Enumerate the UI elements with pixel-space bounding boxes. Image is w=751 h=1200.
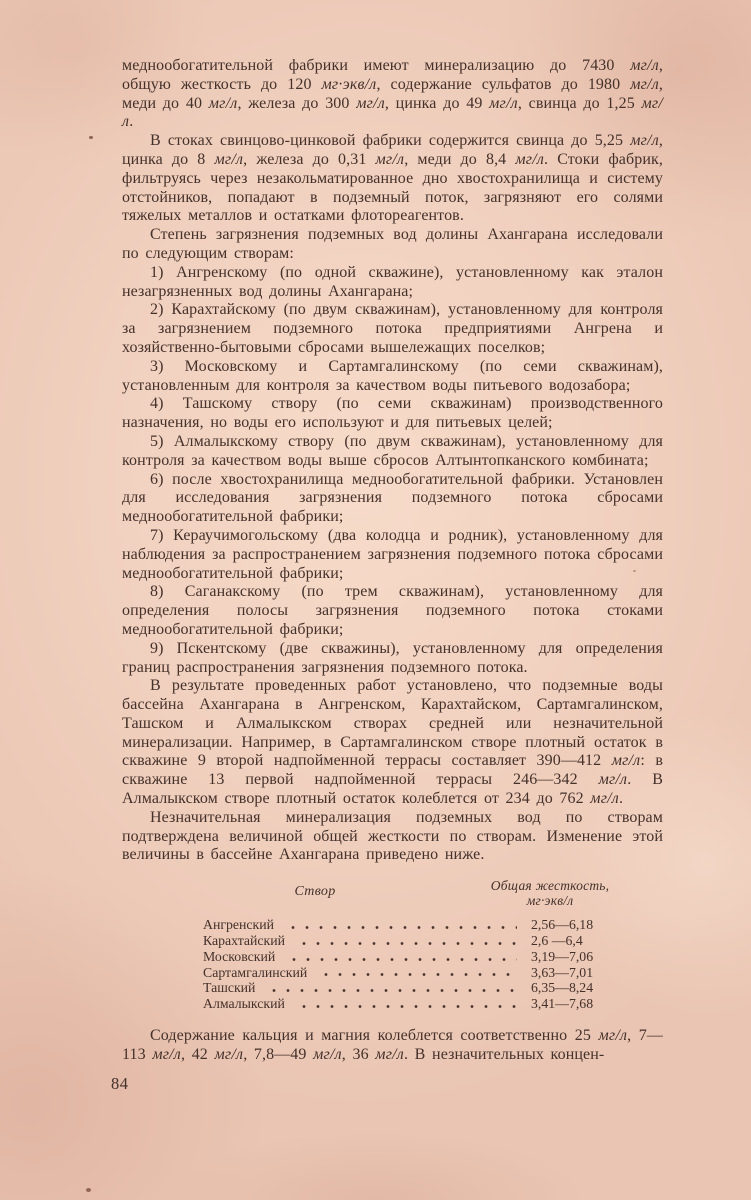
table-header xyxy=(165,878,635,908)
paragraph: 1) Ангренскому (по одной скважине), установленному как эталон незагрязненных вод долины Ахангарана; xyxy=(122,263,663,300)
table-row-hardness-value: 2,6 —6,4 xyxy=(531,933,583,949)
table-header-hardness-line2: мг·экв/л xyxy=(526,893,574,909)
dot-leader xyxy=(284,925,517,930)
table-rows xyxy=(165,917,635,1012)
paragraph: 9) Пскентскому (две скважины), установленному для определения границ распространения загрязнения подземного потока. xyxy=(122,639,663,676)
table-row-hardness-value: 6,35—8,24 xyxy=(531,980,594,996)
table-row xyxy=(165,933,635,949)
table-row-stvor-name: Алмалыкский xyxy=(203,996,285,1012)
table-row-hardness-value: 2,56—6,18 xyxy=(531,917,594,933)
paragraph: 2) Карахтайскому (по двум скважинам), установленному для контроля за загрязнением подземного потока предприятиями Ангрена и хозяйственно-бытовыми сбросами вышележащих поселков; xyxy=(122,301,663,356)
dot-leader xyxy=(265,988,517,993)
table-row xyxy=(165,980,635,996)
table-row-stvor-name: Карахтайский xyxy=(203,933,286,949)
table-row-stvor-name: Ташский xyxy=(203,980,256,996)
paper-speck xyxy=(86,1188,91,1192)
table-header-hardness-line1: Общая жесткость, xyxy=(490,878,610,894)
paragraphs-after-table xyxy=(122,1027,663,1065)
table-row-hardness-value: 3,19—7,06 xyxy=(531,948,594,964)
text-block xyxy=(122,57,663,1065)
paragraph: 3) Московскому и Сартамгалинскому (по семи скважинам), установленным для контроля за качеством воды питьевого водозабора; xyxy=(122,357,663,394)
hardness-table xyxy=(165,878,635,1012)
dot-leader xyxy=(295,941,517,946)
table-header-stvor: Створ xyxy=(294,884,336,900)
table-header-hardness xyxy=(465,878,635,908)
dot-leader xyxy=(285,957,517,962)
dot-leader xyxy=(317,972,517,977)
paragraph: 4) Ташскому створу (по семи скважинам) производственного назначения, но воды его используют и для питьевых целей; xyxy=(122,395,663,432)
table-row-hardness-value: 3,63—7,01 xyxy=(531,964,594,980)
paragraph: В стоках свинцово-цинковой фабрики содержится свинца до 5,25 мг/л, цинка до 8 мг/л, железа до 0,31 мг/л, меди до 8,4 мг/л. Стоки фабрик, фильтруясь через незакольматированное дно хвостохранилища и систему отстойников, попадают в подземный поток, загрязняют его солями тяжелых металлов и остатками флотореагентов. xyxy=(122,132,663,225)
table-row xyxy=(165,917,635,933)
table-row xyxy=(165,965,635,981)
paper-speck xyxy=(89,136,93,139)
paragraph: 6) после хвостохранилища меднообогатительной фабрики. Установлен для исследования загрязнения подземного потока сбросами меднообогатительной фабрики; xyxy=(122,470,663,526)
paragraph: В результате проведенных работ установлено, что подземные воды бассейна Ахангарана в Ангренском, Карахтайском, Сартамгалинском, Ташском и Алмалыкском створах средней или незначительной минерализации. Например, в Сартамгалинском створе плотный остаток в скважине 9 второй надпойменной террасы составляет 390—412 мг/л: в скважине 13 первой надпойменной террасы 246—342 мг/л. В Алмалыкском створе плотный остаток колеблется от 234 до 762 мг/л. xyxy=(122,677,663,808)
table-row xyxy=(165,996,635,1012)
table-row-stvor-name: Ангренский xyxy=(203,917,275,933)
table-row-hardness-value: 3,41—7,68 xyxy=(531,996,594,1012)
page-number: 84 xyxy=(111,1074,129,1093)
paragraph: Содержание кальция и магния колеблется соответственно 25 мг/л, 7—113 мг/л, 42 мг/л, 7,8—49 мг/л, 36 мг/л. В незначительных концен- xyxy=(122,1027,663,1063)
paragraph: Степень загрязнения подземных вод долины Ахангарана исследовали по следующим створам: xyxy=(122,226,663,262)
paragraph: Незначительная минерализация подземных вод по створам подтверждена величиной общей жесткости по створам. Изменение этой величины в бассейне Ахангарана приведено ниже. xyxy=(122,808,663,864)
table-row-stvor-name: Московский xyxy=(203,948,276,964)
table-row xyxy=(165,949,635,965)
paragraph: 8) Саганакскому (по трем скважинам), установленному для определения полосы загрязнения подземного потока стоками меднообогатительной фабрики; xyxy=(122,583,663,638)
dot-leader xyxy=(295,1004,517,1009)
paragraph: 5) Алмалыкскому створу (по двум скважинам), установленному для контроля за качеством воды выше сбросов Алтынтопканского комбината; xyxy=(122,432,663,469)
paragraphs-before-table xyxy=(122,57,663,865)
paragraph: меднообогатительной фабрики имеют минерализацию до 7430 мг/л, общую жесткость до 120 мг·экв/л, содержание сульфатов до 1980 мг/л, меди до 40 мг/л, железа до 300 мг/л, цинка до 49 мг/л, свинца до 1,25 мг/л. xyxy=(122,57,663,131)
table-row-stvor-name: Сартамгалинский xyxy=(203,964,308,980)
paragraph: 7) Кераучимогольскому (два колодца и родник), установленному для наблюдения за распространением загрязнения подземного потока сбросами меднообогатительной фабрики; xyxy=(122,526,663,582)
